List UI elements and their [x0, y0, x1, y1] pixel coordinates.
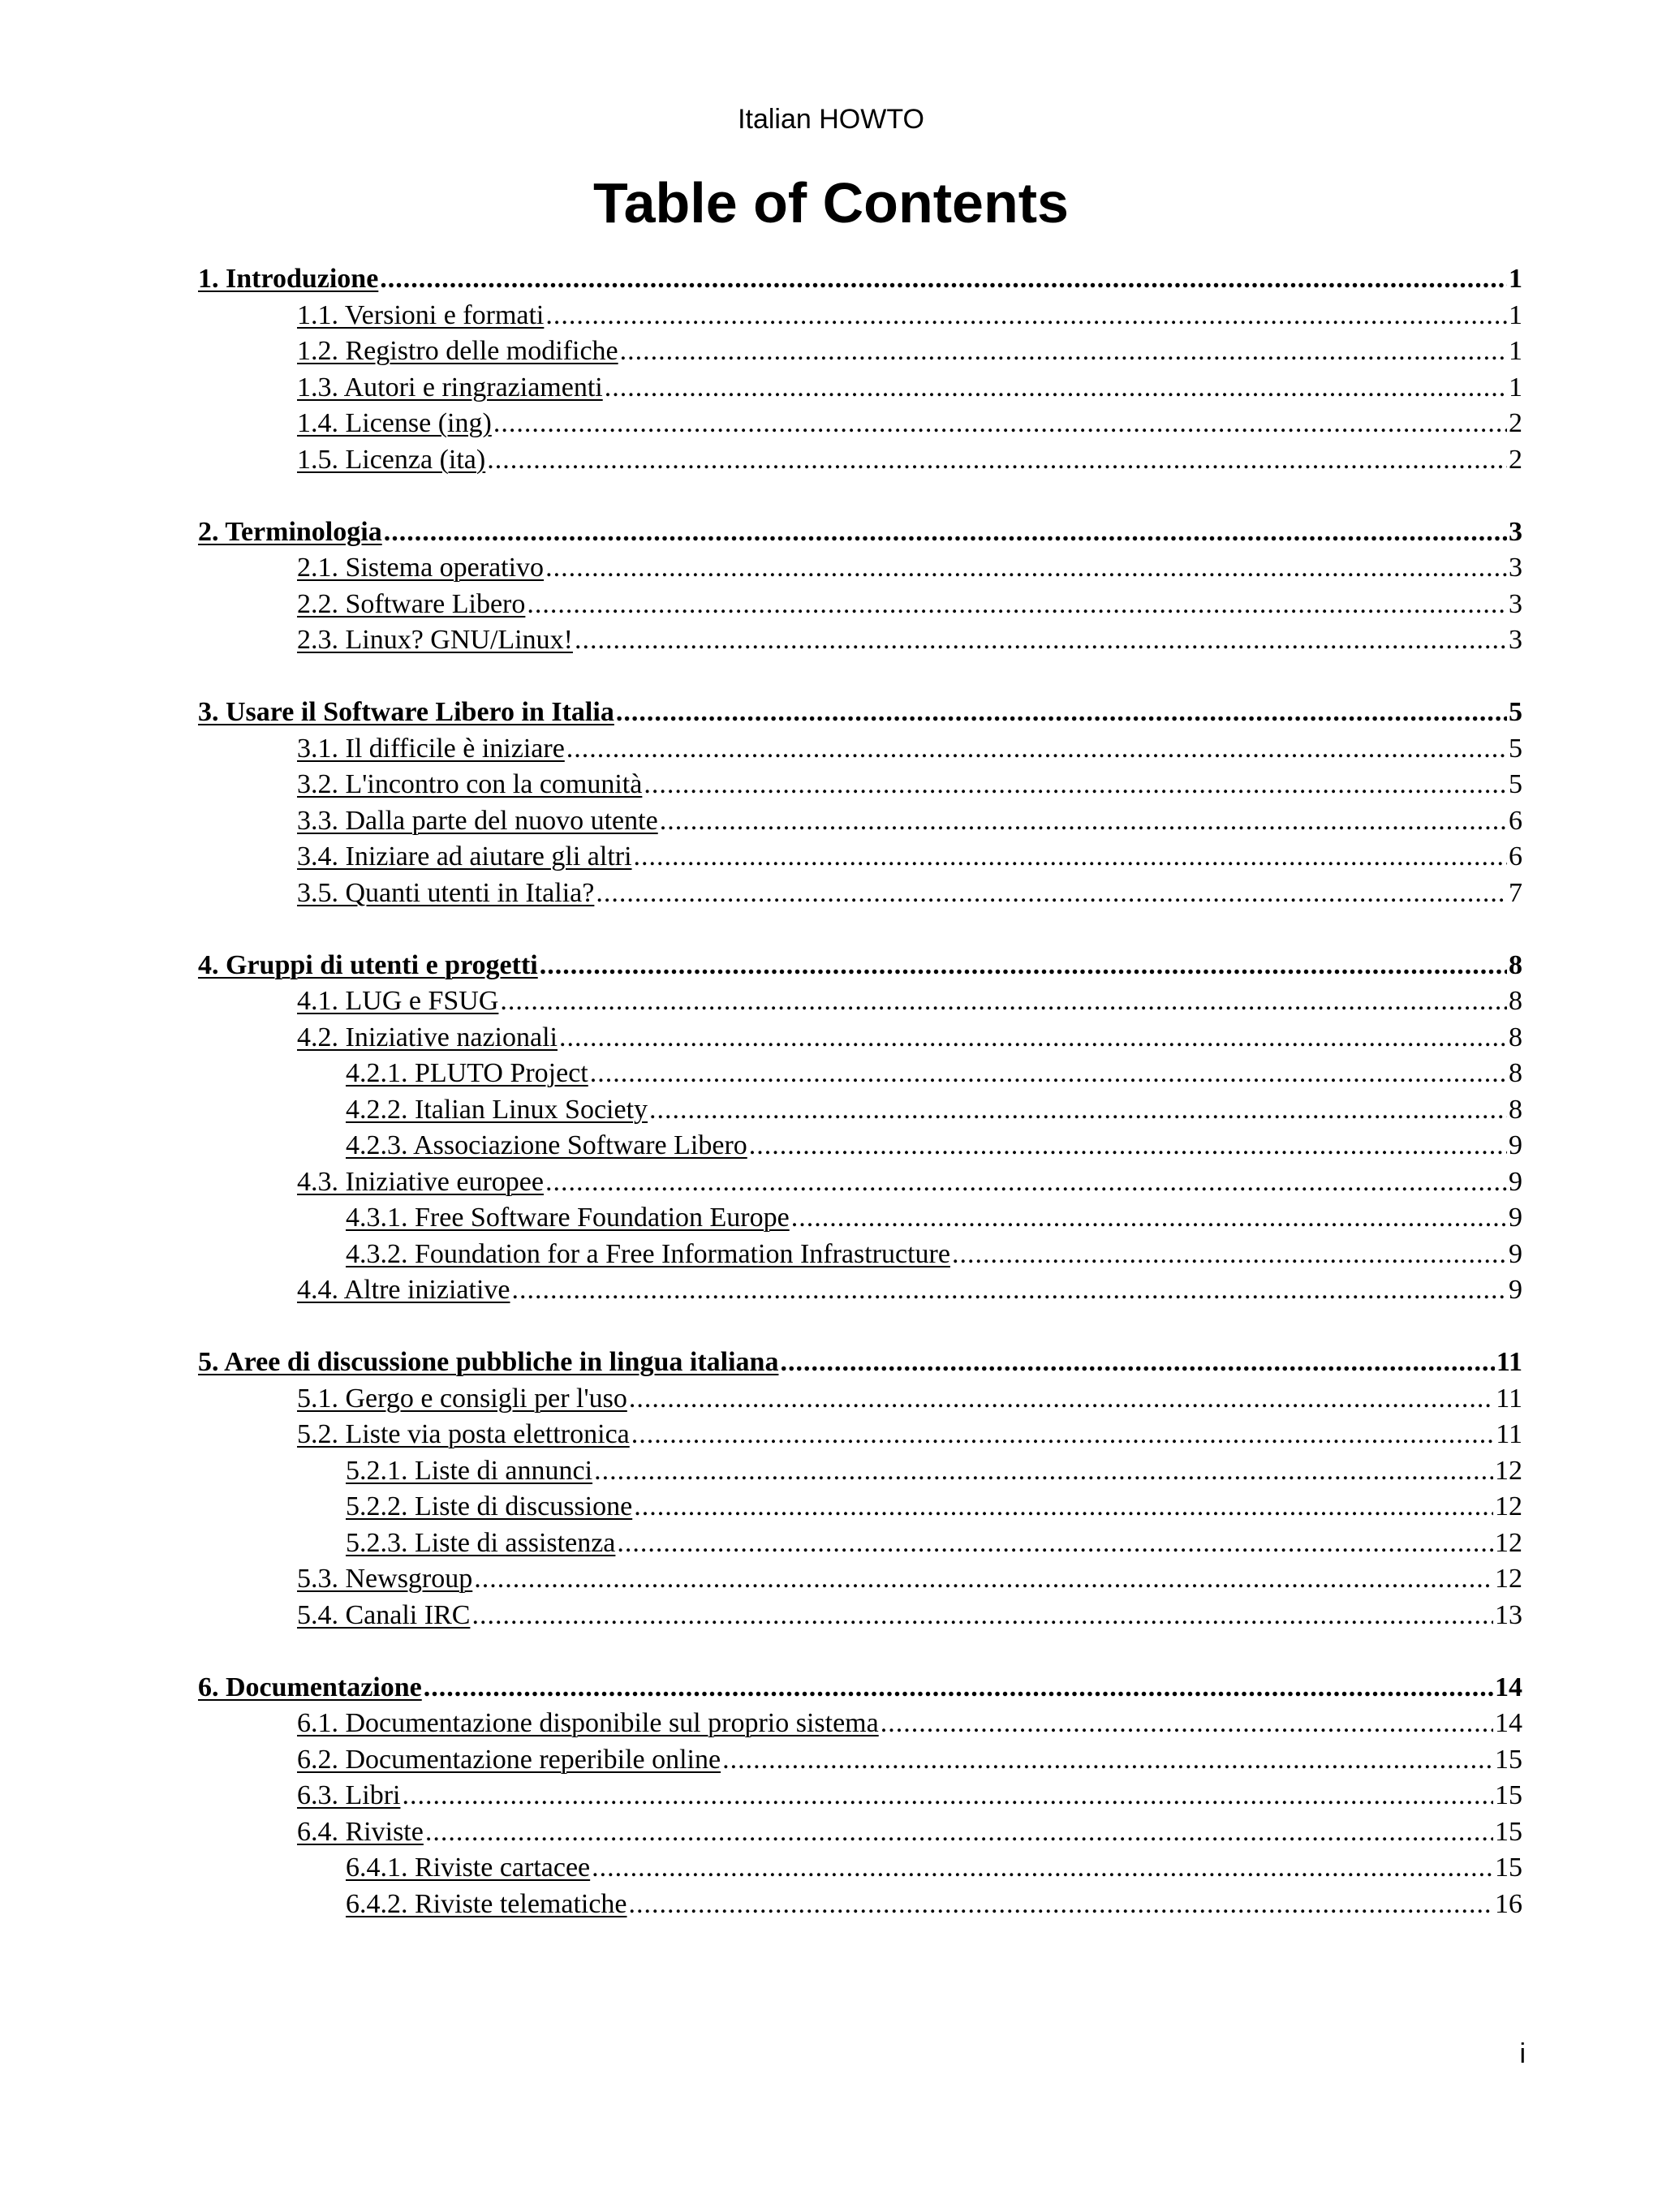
dot-leader [545, 550, 1507, 587]
toc-page-number: 16 [1495, 1888, 1522, 1919]
toc-page-number: 8 [1509, 1094, 1522, 1125]
dot-leader [380, 261, 1507, 298]
toc-subsection-entry[interactable] [198, 876, 1522, 912]
dot-leader [474, 1561, 1493, 1598]
toc-page-number: 8 [1509, 1022, 1522, 1052]
toc-page-number: 15 [1495, 1853, 1522, 1883]
toc-title: Table of Contents [593, 171, 1069, 235]
dot-leader [634, 839, 1507, 876]
toc-entry-label[interactable]: 3.3. Dalla parte del nuovo utente [297, 805, 658, 836]
toc-section [198, 695, 1522, 911]
toc-entry-label[interactable]: 4. Gruppi di utenti e progetti [198, 949, 538, 980]
toc-entry-label[interactable]: 6. Documentazione [198, 1672, 422, 1702]
toc-entry-label[interactable]: 2.2. Software Libero [297, 588, 526, 619]
toc-page-number: 1 [1509, 372, 1522, 402]
toc-page-number: 1 [1509, 299, 1522, 330]
dot-leader [402, 1778, 1493, 1814]
toc-entry-label[interactable]: 4.1. LUG e FSUG [297, 986, 499, 1016]
toc-page-number: 9 [1509, 1238, 1522, 1269]
toc-entry-label[interactable]: 5.1. Gergo e consigli per l'uso [297, 1383, 627, 1414]
toc-entry-label[interactable]: 4.3.2. Foundation for a Free Information Infrastructure [346, 1238, 950, 1269]
toc-entry-label[interactable]: 6.1. Documentazione disponibile sul proprio sistema [297, 1708, 879, 1738]
dot-leader [631, 1417, 1494, 1453]
dot-leader [425, 1814, 1493, 1851]
toc-subsection-entry[interactable] [198, 442, 1522, 479]
toc-entry-label[interactable]: 4.2.3. Associazione Software Libero [346, 1130, 747, 1160]
dot-leader [590, 1056, 1507, 1092]
toc-chapter-entry[interactable] [198, 695, 1522, 731]
toc-entry-label[interactable]: 2. Terminologia [198, 516, 382, 547]
toc-subsection-entry[interactable] [198, 334, 1522, 370]
toc-page-number: 15 [1495, 1816, 1522, 1847]
page-number: i [1519, 2038, 1526, 2069]
toc-page-number: 9 [1509, 1203, 1522, 1233]
toc-entry-label[interactable]: 4.2.2. Italian Linux Society [346, 1094, 648, 1125]
toc-page-number: 12 [1495, 1564, 1522, 1594]
toc-entry-label[interactable]: 2.3. Linux? GNU/Linux! [297, 625, 573, 655]
toc-page-number: 7 [1509, 877, 1522, 908]
toc-section [198, 1345, 1522, 1633]
toc-chapter-entry[interactable] [198, 948, 1522, 984]
toc-entry-label[interactable]: 6.3. Libri [297, 1780, 401, 1810]
toc-entry-label[interactable]: 3. Usare il Software Libero in Italia [198, 697, 614, 727]
toc-entry-label[interactable]: 4.2. Iniziative nazionali [297, 1022, 558, 1052]
toc-subsection-entry[interactable] [198, 1742, 1522, 1779]
toc-page-number: 9 [1509, 1130, 1522, 1160]
dot-leader [649, 1092, 1507, 1129]
toc-subsubsection-entry[interactable] [198, 1056, 1522, 1092]
toc-subsection-entry[interactable] [198, 803, 1522, 840]
toc-subsection-entry[interactable] [198, 298, 1522, 334]
toc-entry-label[interactable]: 6.4. Riviste [297, 1816, 424, 1847]
toc-subsection-entry[interactable] [198, 1272, 1522, 1309]
toc-subsection-entry[interactable] [198, 370, 1522, 407]
dot-leader [596, 876, 1507, 912]
toc-subsubsection-entry[interactable] [198, 1237, 1522, 1273]
dot-leader [566, 731, 1507, 768]
toc-subsection-entry[interactable] [198, 767, 1522, 803]
toc-entry-label[interactable]: 3.2. L'incontro con la comunità [297, 769, 643, 799]
toc-subsection-entry[interactable] [198, 1020, 1522, 1057]
toc-entry-label[interactable]: 4.2.1. PLUTO Project [346, 1058, 588, 1088]
toc-subsubsection-entry[interactable] [198, 1489, 1522, 1526]
toc-page-number: 15 [1495, 1780, 1522, 1810]
toc-entry-label[interactable]: 1.2. Registro delle modifiche [297, 336, 618, 366]
toc-subsection-entry[interactable] [198, 1778, 1522, 1814]
toc-page-number: 14 [1495, 1708, 1522, 1738]
toc-page-number: 11 [1496, 1383, 1522, 1414]
toc-subsubsection-entry[interactable] [198, 1453, 1522, 1490]
toc-subsubsection-entry[interactable] [198, 1200, 1522, 1237]
toc-entry-label[interactable]: 3.5. Quanti utenti in Italia? [297, 877, 595, 908]
toc-chapter-entry[interactable] [198, 514, 1522, 551]
toc-page-number: 3 [1509, 553, 1522, 583]
toc-entry-label[interactable]: 4.3.1. Free Software Foundation Europe [346, 1203, 790, 1233]
toc-entry-label[interactable]: 6.2. Documentazione reperibile online [297, 1744, 721, 1775]
dot-leader [471, 1598, 1493, 1634]
toc-page-number: 5 [1509, 733, 1522, 764]
dot-leader [629, 1887, 1493, 1923]
toc-page-number: 1 [1509, 336, 1522, 366]
toc-entry-label[interactable]: 1.1. Versioni e formati [297, 299, 545, 330]
toc-section [198, 948, 1522, 1309]
dot-leader [660, 803, 1507, 840]
toc-page-number: 2 [1509, 444, 1522, 475]
toc-section [198, 514, 1522, 659]
dot-leader [559, 1020, 1507, 1057]
toc-page-number: 11 [1496, 1347, 1522, 1377]
toc-page-number: 5 [1509, 769, 1522, 799]
dot-leader [545, 1164, 1507, 1201]
toc-subsection-entry[interactable] [198, 1164, 1522, 1201]
dot-leader [605, 370, 1507, 407]
dot-leader [540, 948, 1507, 984]
dot-leader [384, 514, 1507, 551]
toc-chapter-entry[interactable] [198, 1345, 1522, 1381]
toc-subsection-entry[interactable] [198, 1417, 1522, 1453]
toc-entry-label[interactable]: 4.4. Altre iniziative [297, 1275, 510, 1305]
toc-entry-label[interactable]: 5.2.3. Liste di assistenza [346, 1527, 616, 1558]
toc-section [198, 1670, 1522, 1923]
toc-subsection-entry[interactable] [198, 406, 1522, 442]
toc-subsection-entry[interactable] [198, 1814, 1522, 1851]
toc-entry-label[interactable]: 5.4. Canali IRC [297, 1599, 471, 1630]
dot-leader [424, 1670, 1493, 1706]
toc-entry-label[interactable]: 5. Aree di discussione pubbliche in lingua italiana [198, 1347, 779, 1377]
toc-page-number: 15 [1495, 1744, 1522, 1775]
dot-leader [644, 767, 1507, 803]
dot-leader [575, 622, 1507, 659]
dot-leader [780, 1345, 1494, 1381]
dot-leader [791, 1200, 1507, 1237]
toc-entry-label[interactable]: 5.2. Liste via posta elettronica [297, 1419, 630, 1449]
dot-leader [629, 1381, 1494, 1418]
toc-page-number: 13 [1495, 1599, 1522, 1630]
toc-page-number: 5 [1509, 697, 1522, 727]
dot-leader [500, 983, 1507, 1020]
toc-entry-label[interactable]: 1.5. Licenza (ita) [297, 444, 486, 475]
toc-page-number: 8 [1509, 1058, 1522, 1088]
toc-subsection-entry[interactable] [198, 622, 1522, 659]
toc-entry-label[interactable]: 6.4.1. Riviste cartacee [346, 1853, 591, 1883]
toc-entry-label[interactable]: 3.1. Il difficile è iniziare [297, 733, 565, 764]
toc-subsection-entry[interactable] [198, 1381, 1522, 1418]
toc-page-number: 8 [1509, 986, 1522, 1016]
toc-subsection-entry[interactable] [198, 1706, 1522, 1742]
toc-subsection-entry[interactable] [198, 1561, 1522, 1598]
dot-leader [634, 1489, 1493, 1526]
toc-entry-label[interactable]: 5.3. Newsgroup [297, 1564, 473, 1594]
toc-section [198, 261, 1522, 478]
toc-entry-label[interactable]: 1.3. Autori e ringraziamenti [297, 372, 603, 402]
toc-page-number: 6 [1509, 805, 1522, 836]
toc-subsection-entry[interactable] [198, 587, 1522, 623]
toc-entry-label[interactable]: 1. Introduzione [198, 264, 379, 294]
toc-subsubsection-entry[interactable] [198, 1128, 1522, 1164]
toc-page-number: 8 [1509, 949, 1522, 980]
dot-leader [493, 406, 1507, 442]
toc-page-number: 11 [1496, 1419, 1522, 1449]
dot-leader [617, 1526, 1493, 1562]
toc-page-number: 2 [1509, 408, 1522, 438]
dot-leader [512, 1272, 1508, 1309]
toc-page-number: 3 [1509, 516, 1522, 547]
toc-chapter-entry[interactable] [198, 1670, 1522, 1706]
toc-subsection-entry[interactable] [198, 839, 1522, 876]
toc-subsubsection-entry[interactable] [198, 1092, 1522, 1129]
toc-subsubsection-entry[interactable] [198, 1887, 1522, 1923]
dot-leader [527, 587, 1507, 623]
toc-chapter-entry[interactable] [198, 261, 1522, 298]
dot-leader [620, 334, 1507, 370]
dot-leader [594, 1453, 1493, 1490]
dot-leader [592, 1850, 1493, 1887]
toc-page-number: 12 [1495, 1491, 1522, 1521]
table-of-contents [198, 261, 1522, 1959]
toc-entry-label[interactable]: 2.1. Sistema operativo [297, 553, 545, 583]
toc-page-number: 1 [1509, 264, 1522, 294]
toc-subsection-entry[interactable] [198, 731, 1522, 768]
toc-entry-label[interactable]: 5.2.1. Liste di annunci [346, 1455, 593, 1486]
toc-entry-label[interactable]: 5.2.2. Liste di discussione [346, 1491, 633, 1521]
dot-leader [616, 695, 1507, 731]
toc-entry-label[interactable]: 3.4. Iniziare ad aiutare gli altri [297, 841, 632, 871]
toc-subsection-entry[interactable] [198, 983, 1522, 1020]
toc-page-number: 9 [1509, 1275, 1522, 1305]
toc-subsection-entry[interactable] [198, 1598, 1522, 1634]
toc-page-number: 3 [1509, 588, 1522, 619]
toc-entry-label[interactable]: 4.3. Iniziative europee [297, 1166, 544, 1197]
toc-page-number: 3 [1509, 625, 1522, 655]
toc-entry-label[interactable]: 1.4. License (ing) [297, 408, 492, 438]
dot-leader [881, 1706, 1493, 1742]
toc-page-number: 12 [1495, 1527, 1522, 1558]
dot-leader [952, 1237, 1507, 1273]
toc-page-number: 9 [1509, 1166, 1522, 1197]
dot-leader [487, 442, 1507, 479]
dot-leader [722, 1742, 1493, 1779]
toc-page-number: 6 [1509, 841, 1522, 871]
toc-page-number: 14 [1495, 1672, 1522, 1702]
toc-subsection-entry[interactable] [198, 550, 1522, 587]
toc-subsubsection-entry[interactable] [198, 1526, 1522, 1562]
running-header: Italian HOWTO [738, 104, 924, 135]
dot-leader [545, 298, 1507, 334]
toc-subsubsection-entry[interactable] [198, 1850, 1522, 1887]
toc-entry-label[interactable]: 6.4.2. Riviste telematiche [346, 1888, 627, 1919]
dot-leader [749, 1128, 1507, 1164]
toc-page-number: 12 [1495, 1455, 1522, 1486]
